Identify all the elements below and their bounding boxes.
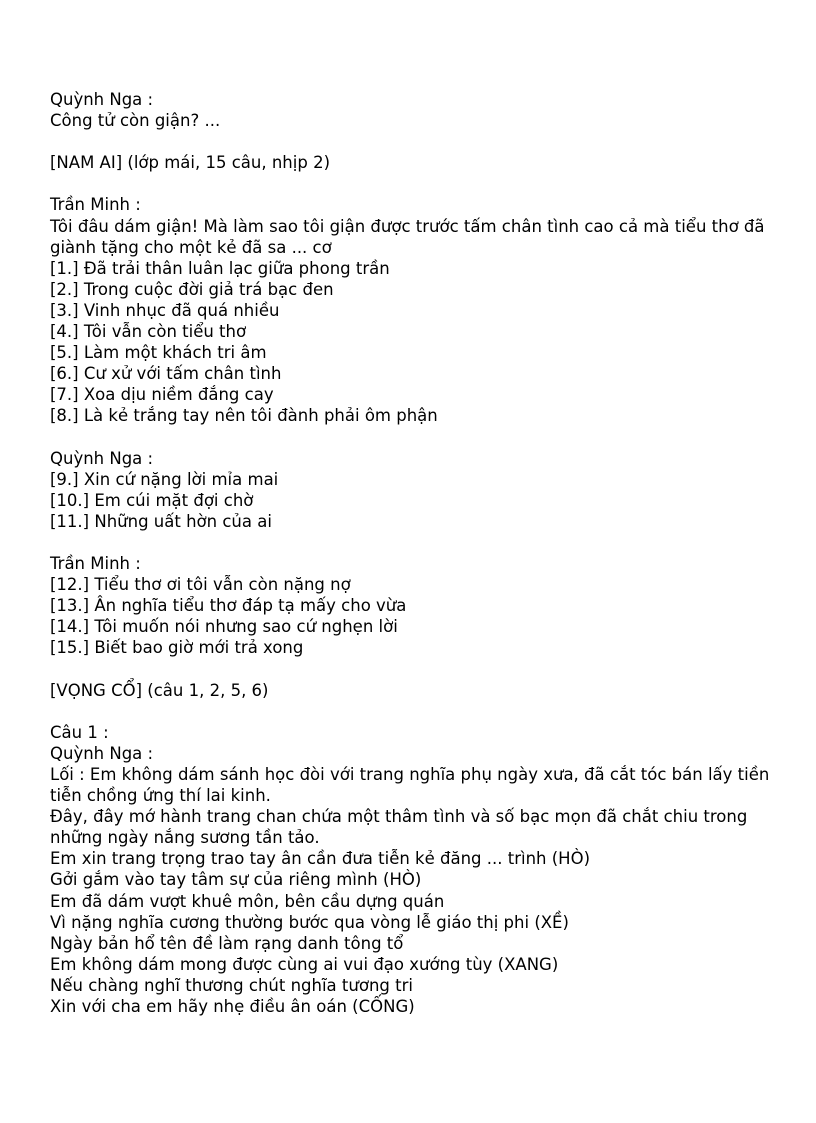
verse-line: [5.] Làm một khách tri âm <box>50 343 267 363</box>
blank-line <box>50 659 770 680</box>
verse-line: [15.] Biết bao giờ mới trả xong <box>50 638 304 658</box>
verse-line: [4.] Tôi vẫn còn tiểu thơ <box>50 322 247 342</box>
dialogue-line: Công tử còn giận? ... <box>50 111 221 131</box>
blank-line <box>50 701 770 722</box>
dialogue-line: Nếu chàng nghĩ thương chút nghĩa tương tri <box>50 975 413 995</box>
verse-line: [3.] Vinh nhục đã quá nhiều <box>50 300 280 320</box>
blank-line <box>50 532 770 553</box>
dialogue-line: Em xin trang trọng trao tay ân cần đưa tiễn kẻ đăng ... trình (HÒ) <box>50 849 591 869</box>
dialogue-line: Đây, đây mớ hành trang chan chứa một thâm tình và số bạc mọn đã chắt chiu trong những ngày nắng sương tần tảo. <box>50 807 753 848</box>
speaker-label: Trần Minh : <box>50 554 141 574</box>
verse-line: [8.] Là kẻ trắng tay nên tôi đành phải ôm phận <box>50 406 438 426</box>
dialogue-line: Vì nặng nghĩa cương thường bước qua vòng lễ giáo thị phi (XỀ) <box>50 912 569 932</box>
blank-line <box>50 427 770 448</box>
speaker-label: Quỳnh Nga : <box>50 90 154 109</box>
dialogue-line: Gởi gắm vào tay tâm sự của riêng mình (HÒ) <box>50 870 422 890</box>
verse-line: [1.] Đã trải thân luân lạc giữa phong trần <box>50 258 390 278</box>
dialogue-line: Ngày bản hổ tên đề làm rạng danh tông tổ <box>50 933 404 953</box>
verse-number-label: Câu 1 : <box>50 722 109 742</box>
speaker-label: Quỳnh Nga : <box>50 448 154 468</box>
dialogue-line: Xin với cha em hãy nhẹ điều ân oán (CỐNG) <box>50 997 415 1017</box>
section-heading: [NAM AI] (lớp mái, 15 câu, nhịp 2) <box>50 153 331 173</box>
blank-line <box>50 131 770 152</box>
blank-line <box>50 173 770 194</box>
verse-line: [12.] Tiểu thơ ơi tôi vẫn còn nặng nợ <box>50 575 351 595</box>
verse-line: [2.] Trong cuộc đời giả trá bạc đen <box>50 279 334 299</box>
section-heading: [VỌNG CỔ] (câu 1, 2, 5, 6) <box>50 680 269 700</box>
verse-line: [13.] Ân nghĩa tiểu thơ đáp tạ mấy cho vừa <box>50 596 407 616</box>
verse-line: [9.] Xin cứ nặng lời mỉa mai <box>50 469 279 489</box>
verse-line: [11.] Những uất hờn của ai <box>50 511 272 531</box>
verse-line: [14.] Tôi muốn nói nhưng sao cứ nghẹn lời <box>50 617 398 637</box>
dialogue-line: Em không dám mong được cùng ai vui đạo xướng tùy (XANG) <box>50 954 559 974</box>
speaker-label: Trần Minh : <box>50 195 141 215</box>
speaker-label: Quỳnh Nga : <box>50 743 154 763</box>
dialogue-line: Tôi đâu dám giận! Mà làm sao tôi giận được trước tấm chân tình cao cả mà tiểu thơ đã giành tặng cho một kẻ đã sa ... cơ <box>50 216 770 257</box>
verse-line: [7.] Xoa dịu niềm đắng cay <box>50 385 274 405</box>
dialogue-line: Em đã dám vượt khuê môn, bên cầu dựng quán <box>50 891 445 911</box>
document-body <box>50 89 775 1017</box>
verse-line: [6.] Cư xử với tấm chân tình <box>50 364 282 384</box>
dialogue-line: Lối : Em không dám sánh học đòi với trang nghĩa phụ ngày xưa, đã cắt tóc bán lấy tiền tiễn chồng ứng thí lai kinh. <box>50 765 775 806</box>
verse-line: [10.] Em cúi mặt đợi chờ <box>50 490 254 510</box>
